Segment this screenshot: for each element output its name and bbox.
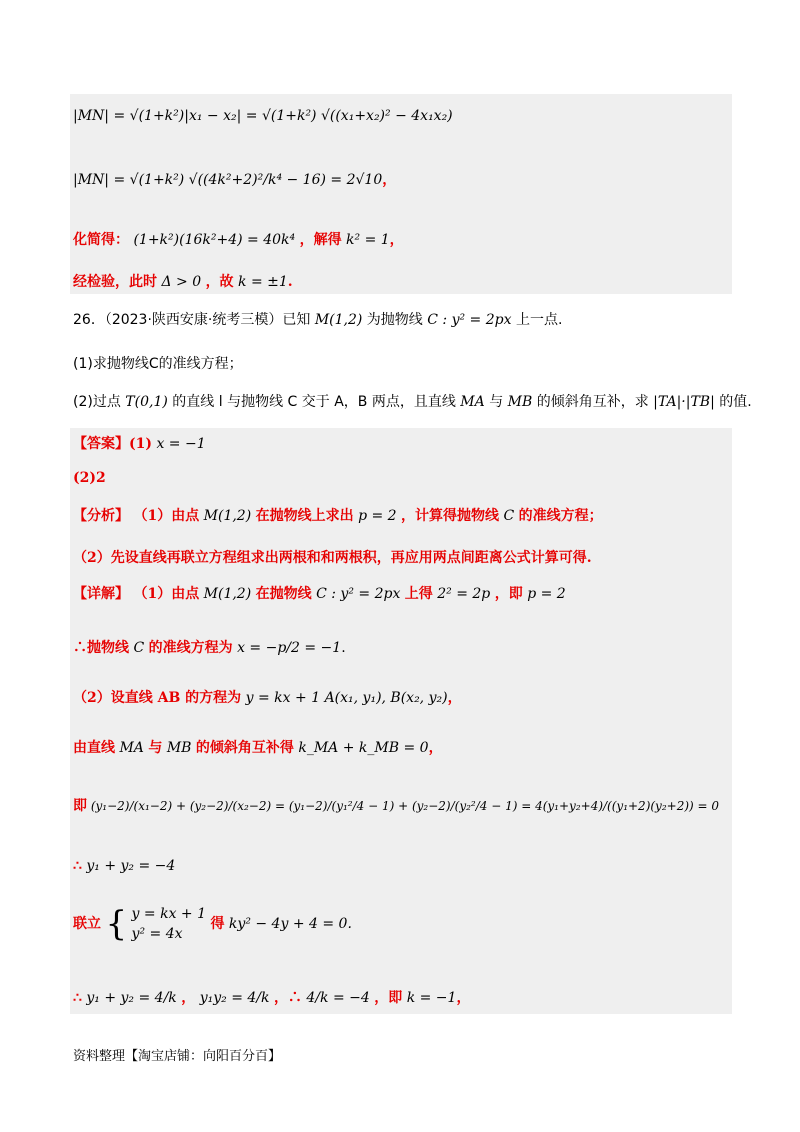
problem-26-statement: 26．（2023·陕西安康·统考三模）已知 M(1,2) 为抛物线 C : y² = 2px 上一点.: [73, 312, 563, 328]
slope-complement-line: 由直线 MA 与 MB 的倾斜角互补得 k_MA + k_MB = 0，: [73, 740, 443, 756]
problem-part-1: (1)求抛物线C的准线方程；: [73, 356, 243, 372]
directrix-line: ∴抛物线 C 的准线方程为 x = −p/2 = −1.: [73, 640, 346, 656]
simplify-line: 化简得： (1+k²)(16k²+4) = 40k⁴ ，解得 k² = 1，: [73, 232, 404, 248]
answer-line-1: 【答案】(1) x = −1: [73, 436, 206, 452]
mn-length-formula-1: |MN| = √(1+k²)|x₁ − x₂| = √(1+k²) √((x₁+x₂)² − 4x₁x₂): [73, 108, 453, 124]
check-line: 经检验，此时 Δ > 0 ，故 k = ±1.: [73, 274, 293, 290]
mn-length-formula-2: |MN| = √(1+k²) √((4k²+2)²/k⁴ − 16) = 2√10，: [73, 172, 397, 188]
answer-line-2: (2)2: [73, 470, 106, 486]
page-footer: 资料整理【淘宝店铺：向阳百分百】: [73, 1049, 282, 1064]
slope-sum-equation: 即 (y₁−2)/(x₁−2) + (y₂−2)/(x₂−2) = (y₁−2)/(y₁²/4 − 1) + (y₂−2)/(y₂²/4 − 1) = 4(y₁+y₂+4)/((y₁+2)(y₂+2)) = 0: [73, 798, 720, 814]
detail-line-1: 【详解】 （1）由点 M(1,2) 在抛物线 C : y² = 2px 上得 2² = 2p ，即 p = 2: [73, 586, 566, 602]
sum-of-roots-line: ∴ y₁ + y₂ = −4: [73, 858, 176, 874]
simultaneous-equations: 联立 { y = kx + 1 y² = 4x 得 ky² − 4y + 4 = 0.: [73, 904, 352, 944]
system-brace: {: [105, 904, 128, 944]
equation-system: y = kx + 1 y² = 4x: [131, 906, 207, 942]
vieta-line: ∴ y₁ + y₂ = 4/k ， y₁y₂ = 4/k ，∴ 4/k = −4 ，即 k = −1，: [73, 990, 471, 1006]
analysis-line-2: （2）先设直线再联立方程组求出两根和和两根积，再应用两点间距离公式计算可得.: [73, 550, 592, 566]
analysis-line-1: 【分析】 （1）由点 M(1,2) 在抛物线上求出 p = 2 ，计算得抛物线 C 的准线方程；: [73, 508, 603, 524]
line-ab-setup: （2）设直线 AB 的方程为 y = kx + 1 A(x₁, y₁), B(x₂, y₂)，: [73, 690, 462, 706]
problem-part-2: (2)过点 T(0,1) 的直线 l 与抛物线 C 交于 A，B 两点，且直线 MA 与 MB 的倾斜角互补，求 |TA|·|TB| 的值.: [73, 394, 752, 410]
